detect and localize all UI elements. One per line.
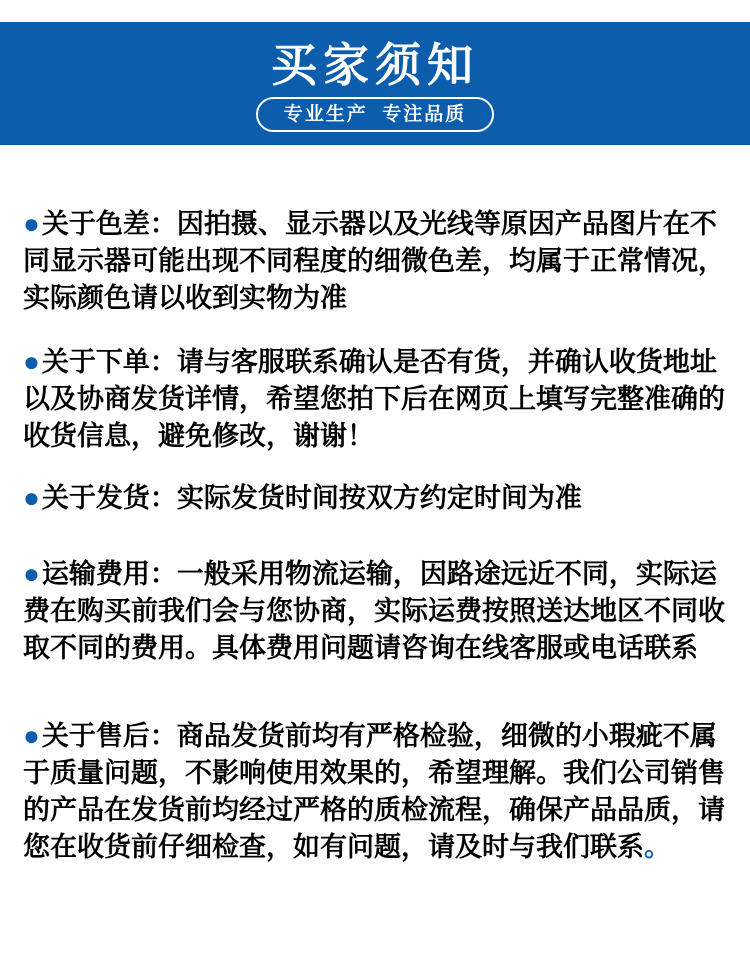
notice-text: 实际发货时间按双方约定时间为准 (176, 483, 582, 513)
tagline-pill (256, 97, 495, 132)
notice-label: 关于色差： (41, 209, 177, 239)
bullet-icon: ● (23, 720, 40, 751)
notice-item-color-difference (23, 205, 727, 317)
notice-text-blue-period: 。 (644, 832, 671, 862)
notice-label: 关于发货： (41, 483, 177, 513)
notice-text: 因拍摄、显示器以及光线等原因产品图片在不同显示器可能出现不同程度的细微色差，均属于正常情况，实际颜色请以收到实物为准 (23, 209, 725, 313)
bullet-icon: ● (23, 482, 40, 513)
bullet-icon: ● (23, 208, 40, 239)
notice-list (0, 205, 750, 866)
notice-label: 关于下单： (41, 347, 177, 377)
buyer-notice-page (0, 22, 750, 866)
notice-label: 关于售后： (41, 721, 177, 751)
notice-item-freight-cost (23, 555, 727, 667)
bullet-icon: ● (23, 346, 40, 377)
tagline-text: 专业生产 专注品质 (283, 104, 467, 125)
bullet-icon: ● (23, 558, 40, 589)
notice-item-after-sales (23, 717, 727, 866)
notice-label: 运输费用： (41, 559, 177, 589)
page-title: 买家须知 (271, 39, 479, 91)
notice-text: 请与客服联系确认是否有货，并确认收货地址以及协商发货详情，希望您拍下后在网页上填写完整准确的收货信息，避免修改，谢谢！ (23, 347, 725, 451)
header-banner (0, 22, 750, 145)
notice-text: 商品发货前均有严格检验，细微的小瑕疵不属于质量问题，不影响使用效果的，希望理解。我们公司销售的产品在发货前均经过严格的质检流程，确保产品品质，请您在收货前仔细检查，如有问题，请及时与我们联系 (23, 721, 725, 862)
notice-item-shipping (23, 479, 727, 517)
notice-text: 一般采用物流运输，因路途远近不同，实际运费在购买前我们会与您协商，实际运费按照送达地区不同收取不同的费用。具体费用问题请咨询在线客服或电话联系 (23, 559, 725, 663)
notice-item-ordering (23, 343, 727, 455)
